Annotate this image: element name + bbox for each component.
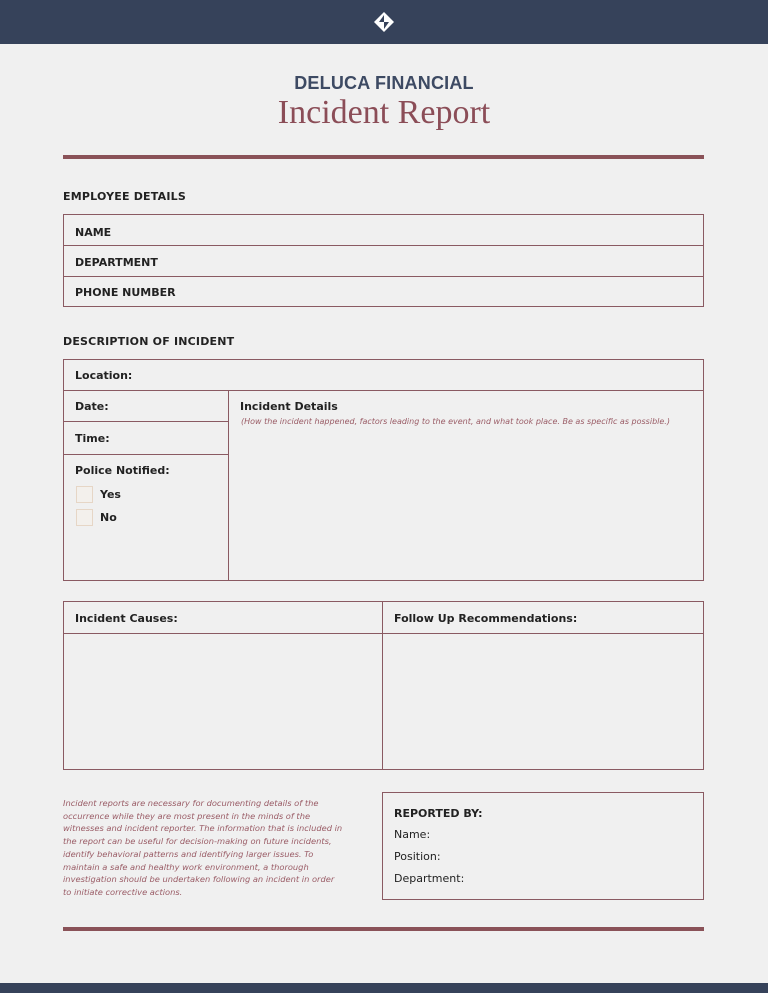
row-divider [64, 390, 703, 391]
no-label: No [100, 511, 117, 524]
description-table [63, 359, 704, 581]
time-field[interactable]: Time: [75, 432, 110, 445]
footer-divider [63, 927, 704, 931]
company-name: DELUCA FINANCIAL [294, 73, 474, 93]
page-title: Incident Report [277, 94, 491, 131]
incident-causes-area[interactable] [67, 637, 379, 766]
reporter-name-field[interactable]: Name: [394, 828, 431, 841]
prism-logo-icon [373, 11, 395, 33]
incident-details-hint: (How the incident happened, factors leading to the event, and what took place. Be as specific as possible.) [241, 417, 670, 426]
follow-up-area[interactable] [386, 637, 700, 766]
incident-causes-label: Incident Causes: [75, 612, 178, 625]
row-divider [64, 245, 703, 246]
date-field[interactable]: Date: [75, 400, 109, 413]
bottom-bar [0, 983, 768, 993]
yes-label: Yes [100, 488, 121, 501]
description-title: DESCRIPTION OF INCIDENT [63, 335, 235, 348]
incident-details-title: Incident Details [240, 400, 338, 413]
incident-details-area[interactable] [232, 432, 699, 576]
yes-checkbox[interactable] [76, 486, 93, 503]
header-divider [63, 155, 704, 159]
causes-table [63, 601, 704, 770]
row-divider [64, 454, 228, 455]
top-bar [0, 0, 768, 44]
location-field[interactable]: Location: [75, 369, 133, 382]
reporter-department-field[interactable]: Department: [394, 872, 465, 885]
follow-up-label: Follow Up Recommendations: [394, 612, 578, 625]
police-notified-label: Police Notified: [75, 464, 170, 477]
name-field[interactable]: NAME [75, 226, 112, 239]
row-divider [64, 276, 703, 277]
column-divider [228, 390, 229, 580]
employee-details-title: EMPLOYEE DETAILS [63, 190, 186, 203]
reported-by-box [382, 792, 704, 900]
reporter-position-field[interactable]: Position: [394, 850, 441, 863]
phone-number-field[interactable]: PHONE NUMBER [75, 286, 176, 299]
reported-by-title: REPORTED BY: [394, 807, 483, 820]
column-divider [382, 602, 383, 769]
row-divider [64, 421, 228, 422]
instructions-note: Incident reports are necessary for documenting details of the occurrence while they are most present in the minds of the witnesses and incident reporter. The information that is included in the report can be useful for decision-making on future incidents, identify behavioral patterns and identifying larger issues. To maintain a safe and healthy work environment, a thorough investigation should be undertaken following an incident in order to initiate corrective actions. [63, 798, 343, 897]
row-divider [64, 633, 703, 634]
employee-details-table [63, 214, 704, 307]
department-field[interactable]: DEPARTMENT [75, 256, 158, 269]
no-checkbox[interactable] [76, 509, 93, 526]
